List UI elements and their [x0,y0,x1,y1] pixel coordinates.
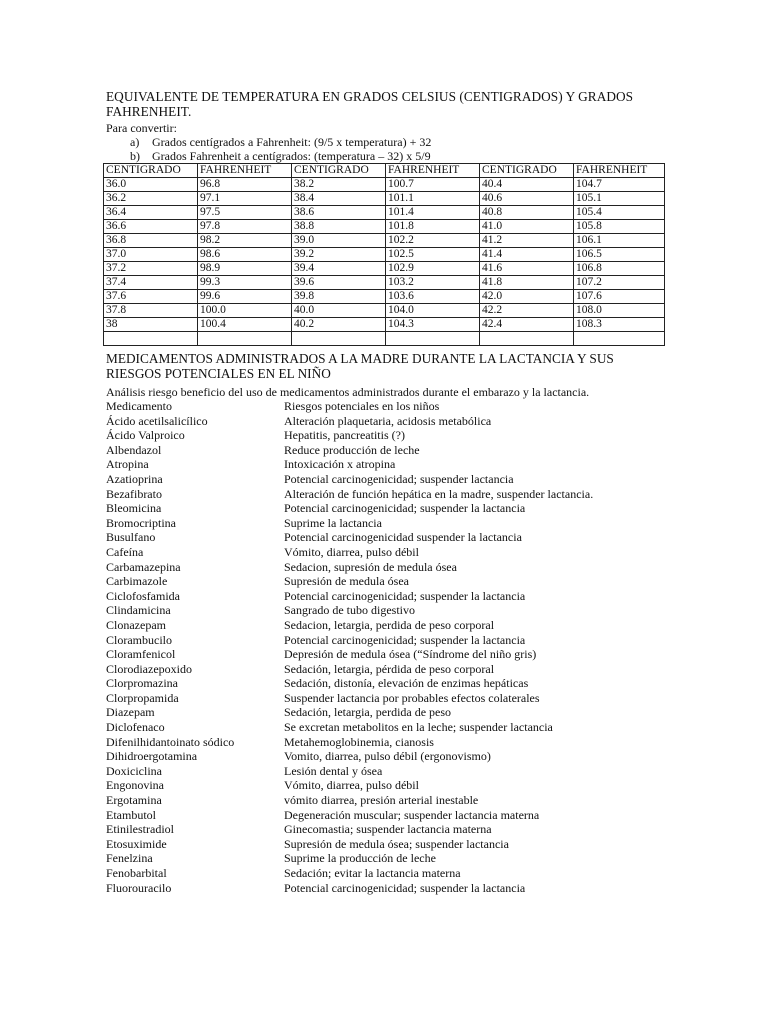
medication-risk: Hepatitis, pancreatitis (?) [284,428,405,443]
medication-name: Bezafibrato [106,486,162,501]
table-row [104,192,665,206]
table-cell: 38.4 [292,192,386,206]
table-cell: 102.2 [386,234,480,248]
table-cell: 38.6 [292,206,386,220]
table-row [104,206,665,220]
medication-name: Carbamazepina [106,559,181,574]
table-cell: 105.4 [574,206,665,220]
medication-name: Fluorouracilo [106,880,172,895]
table-cell: 101.8 [386,220,480,234]
medication-name: Etambutol [106,807,156,822]
table-cell: 39.4 [292,262,386,276]
table-cell: 40.2 [292,318,386,332]
medication-risk: Potencial carcinogenicidad; suspender lactancia [284,471,514,486]
medication-risk: Vómito, diarrea, pulso débil [284,544,419,559]
medication-risk: Suprime la producción de leche [284,851,436,866]
medication-name: Bleomicina [106,501,162,516]
table-cell [386,332,480,346]
table-cell: 39.8 [292,290,386,304]
medication-risk: Se excretan metabolitos en la leche; suspender lactancia [284,720,553,735]
medication-risk: Ginecomastia; suspender lactancia materna [284,822,492,837]
list-item [106,472,686,487]
table-cell: 96.8 [198,178,292,192]
table-cell: 41.6 [480,262,574,276]
medication-risk: Sedación, letargia, pérdida de peso corporal [284,661,495,676]
medication-risk: Metahemoglobinemia, cianosis [284,734,434,749]
medication-name: Clonazepam [106,617,166,632]
table-cell: 37.4 [104,276,198,290]
table-header-row [104,164,665,178]
table-cell: 97.8 [198,220,292,234]
list-item [106,443,686,458]
medication-name: Cafeína [106,544,144,559]
medication-risk: Sedación; evitar la lactancia materna [284,866,461,880]
table-header-cell: CENTIGRADO [480,164,574,178]
table-row [104,220,665,234]
medication-risk: Sedación, letargia, perdida de peso [284,705,452,720]
table-cell: 100.4 [198,318,292,332]
table-header-cell: CENTIGRADO [104,164,198,178]
table-cell: 97.1 [198,192,292,206]
medication-list [106,399,686,895]
table-row [104,332,665,346]
medication-name: Medicamento [106,399,172,413]
medication-risk: Sedacion, letargia, perdida de peso corporal [284,617,495,632]
medication-risk: Degeneración muscular; suspender lactancia materna [284,807,540,822]
medication-name: Azatioprina [106,471,163,486]
table-cell: 42.4 [480,318,574,332]
table-cell: 106.5 [574,248,665,262]
medication-risk: Intoxicación x atropina [284,457,396,472]
list-item [106,822,686,837]
list-item [106,808,686,823]
list-item [106,545,686,560]
table-cell: 39.0 [292,234,386,248]
list-item [106,662,686,677]
medication-name: Fenelzina [106,851,153,866]
table-cell: 102.9 [386,262,480,276]
table-cell: 39.2 [292,248,386,262]
list-item [106,487,686,502]
table-cell: 98.6 [198,248,292,262]
table-cell: 98.9 [198,262,292,276]
medication-risk: Depresión de medula ósea (“Síndrome del niño gris) [284,647,537,662]
list-item [106,618,686,633]
list-item [106,764,686,779]
formula-text: Grados Fahrenheit a centígrados: (temperatura – 32) x 5/9 [152,149,431,163]
list-item [106,691,686,706]
section-title-temperature: EQUIVALENTE DE TEMPERATURA EN GRADOS CELSIUS (CENTIGRADOS) Y GRADOS FAHRENHEIT. [106,89,634,119]
medication-name: Carbimazole [106,574,168,589]
table-cell: 38.8 [292,220,386,234]
table-cell: 41.2 [480,234,574,248]
formula-f-to-c [130,149,431,163]
table-cell [480,332,574,346]
table-cell: 105.8 [574,220,665,234]
list-item [106,778,686,793]
medication-risk: Suprime la lactancia [284,515,382,530]
table-cell [198,332,292,346]
medication-risk: Potencial carcinogenicidad; suspender la lactancia [284,632,526,647]
medication-name: Diclofenaco [106,720,165,735]
list-marker: a) [130,135,140,149]
table-row [104,234,665,248]
table-cell: 108.0 [574,304,665,318]
medication-name: Busulfano [106,530,156,545]
table-row [104,262,665,276]
table-cell: 107.6 [574,290,665,304]
list-item [106,574,686,589]
table-header-cell: FAHRENHEIT [198,164,292,178]
table-cell: 100.0 [198,304,292,318]
list-item [106,705,686,720]
list-item [106,457,686,472]
medication-risk: Potencial carcinogenicidad; suspender la lactancia [284,880,526,895]
medication-risk: Riesgos potenciales en los niños [284,399,440,413]
table-cell: 99.6 [198,290,292,304]
table-cell: 105.1 [574,192,665,206]
list-item [106,720,686,735]
list-item [106,749,686,764]
list-item [106,793,686,808]
list-item [106,676,686,691]
table-cell: 40.6 [480,192,574,206]
temperature-table [103,163,665,346]
medication-name: Ciclofosfamida [106,588,180,603]
medication-name: Clindamicina [106,603,171,618]
medication-name: Etinilestradiol [106,822,174,837]
list-item [106,589,686,604]
medication-risk: Lesión dental y ósea [284,763,383,778]
table-cell: 42.2 [480,304,574,318]
table-cell: 36.6 [104,220,198,234]
table-row [104,178,665,192]
medication-name: Bromocriptina [106,515,176,530]
list-item [106,530,686,545]
table-cell: 102.5 [386,248,480,262]
table-cell: 38 [104,318,198,332]
medication-name: Clorpromazina [106,676,178,691]
list-item [106,560,686,575]
medication-risk: Sedacion, supresión de medula ósea [284,559,457,574]
table-header-cell: FAHRENHEIT [574,164,665,178]
list-marker: b) [130,149,140,163]
table-row [104,318,665,332]
table-row [104,290,665,304]
medication-name: Ácido acetilsalicílico [106,413,208,428]
list-item [106,516,686,531]
table-cell: 99.3 [198,276,292,290]
medication-name: Dihidroergotamina [106,749,198,764]
table-cell: 101.4 [386,206,480,220]
table-cell: 106.8 [574,262,665,276]
formula-c-to-f [130,135,431,149]
table-cell: 97.5 [198,206,292,220]
table-cell: 36.0 [104,178,198,192]
medication-risk: Supresión de medula ósea; suspender lactancia [284,836,509,851]
table-cell: 38.2 [292,178,386,192]
table-cell: 39.6 [292,276,386,290]
table-cell: 101.1 [386,192,480,206]
medication-risk: Potencial carcinogenicidad; suspender la lactancia [284,588,526,603]
table-cell: 40.8 [480,206,574,220]
medication-list-header [106,399,686,414]
medication-name: Fenobarbital [106,866,167,880]
list-item [106,428,686,443]
list-item [106,851,686,866]
medication-name: Clorodiazepoxido [106,661,192,676]
formula-text: Grados centígrados a Fahrenheit: (9/5 x temperatura) + 32 [152,135,432,149]
table-row [104,248,665,262]
table-cell: 103.6 [386,290,480,304]
table-cell: 104.7 [574,178,665,192]
medication-risk: Supresión de medula ósea [284,574,409,589]
list-item [106,647,686,662]
medication-name: Clorpropamida [106,690,179,705]
table-cell: 41.0 [480,220,574,234]
table-row [104,304,665,318]
medication-name: Difenilhidantoinato sódico [106,734,235,749]
medication-name: Cloramfenicol [106,647,176,662]
table-row [104,276,665,290]
medication-risk: Potencial carcinogenicidad suspender la lactancia [284,530,522,545]
table-cell: 36.4 [104,206,198,220]
table-header-cell: FAHRENHEIT [386,164,480,178]
list-item [106,414,686,429]
table-cell [574,332,665,346]
medication-name: Albendazol [106,442,162,457]
table-cell [104,332,198,346]
table-cell: 103.2 [386,276,480,290]
medication-risk: Sangrado de tubo digestivo [284,603,415,618]
list-item [106,735,686,750]
medication-risk: Suspender lactancia por probables efectos colaterales [284,690,540,705]
medication-name: Etosuximide [106,836,167,851]
medications-intro: Análisis riesgo beneficio del uso de medicamentos administrados durante el embarazo y la lactancia. [106,385,590,399]
medication-name: Ergotamina [106,793,162,808]
medication-risk: Vomito, diarrea, pulso débil (ergonovismo) [284,749,491,764]
table-cell [292,332,386,346]
table-cell: 41.4 [480,248,574,262]
table-cell: 37.8 [104,304,198,318]
table-cell: 107.2 [574,276,665,290]
list-item [106,603,686,618]
medication-risk: vómito diarrea, presión arterial inestable [284,793,479,808]
medication-risk: Vómito, diarrea, pulso débil [284,778,419,793]
table-cell: 36.2 [104,192,198,206]
table-cell: 42.0 [480,290,574,304]
table-cell: 41.8 [480,276,574,290]
medication-name: Diazepam [106,705,155,720]
table-cell: 37.6 [104,290,198,304]
medication-risk: Alteración de función hepática en la madre, suspender lactancia. [284,486,594,501]
section-title-medications: MEDICAMENTOS ADMINISTRADOS A LA MADRE DURANTE LA LACTANCIA Y SUS RIESGOS POTENCIALES EN EL NIÑO [106,351,614,381]
conversion-intro: Para convertir: [106,121,177,135]
medication-name: Clorambucilo [106,632,172,647]
table-cell: 40.4 [480,178,574,192]
list-item [106,837,686,852]
list-item [106,866,686,881]
table-cell: 98.2 [198,234,292,248]
medication-risk: Potencial carcinogenicidad; suspender la lactancia [284,501,526,516]
table-cell: 37.2 [104,262,198,276]
table-cell: 108.3 [574,318,665,332]
medication-risk: Reduce producción de leche [284,442,420,457]
table-cell: 104.0 [386,304,480,318]
table-cell: 40.0 [292,304,386,318]
medication-name: Engonovina [106,778,164,793]
medication-risk: Alteración plaquetaria, acidosis metabólica [284,413,492,428]
table-cell: 37.0 [104,248,198,262]
medication-risk: Sedación, distonía, elevación de enzimas hepáticas [284,676,529,691]
table-cell: 104.3 [386,318,480,332]
table-cell: 36.8 [104,234,198,248]
table-header-cell: CENTIGRADO [292,164,386,178]
table-cell: 100.7 [386,178,480,192]
medication-name: Atropina [106,457,149,472]
medication-name: Doxiciclina [106,763,162,778]
table-cell: 106.1 [574,234,665,248]
list-item [106,501,686,516]
medication-name: Ácido Valproico [106,428,185,443]
list-item [106,881,686,896]
list-item [106,633,686,648]
